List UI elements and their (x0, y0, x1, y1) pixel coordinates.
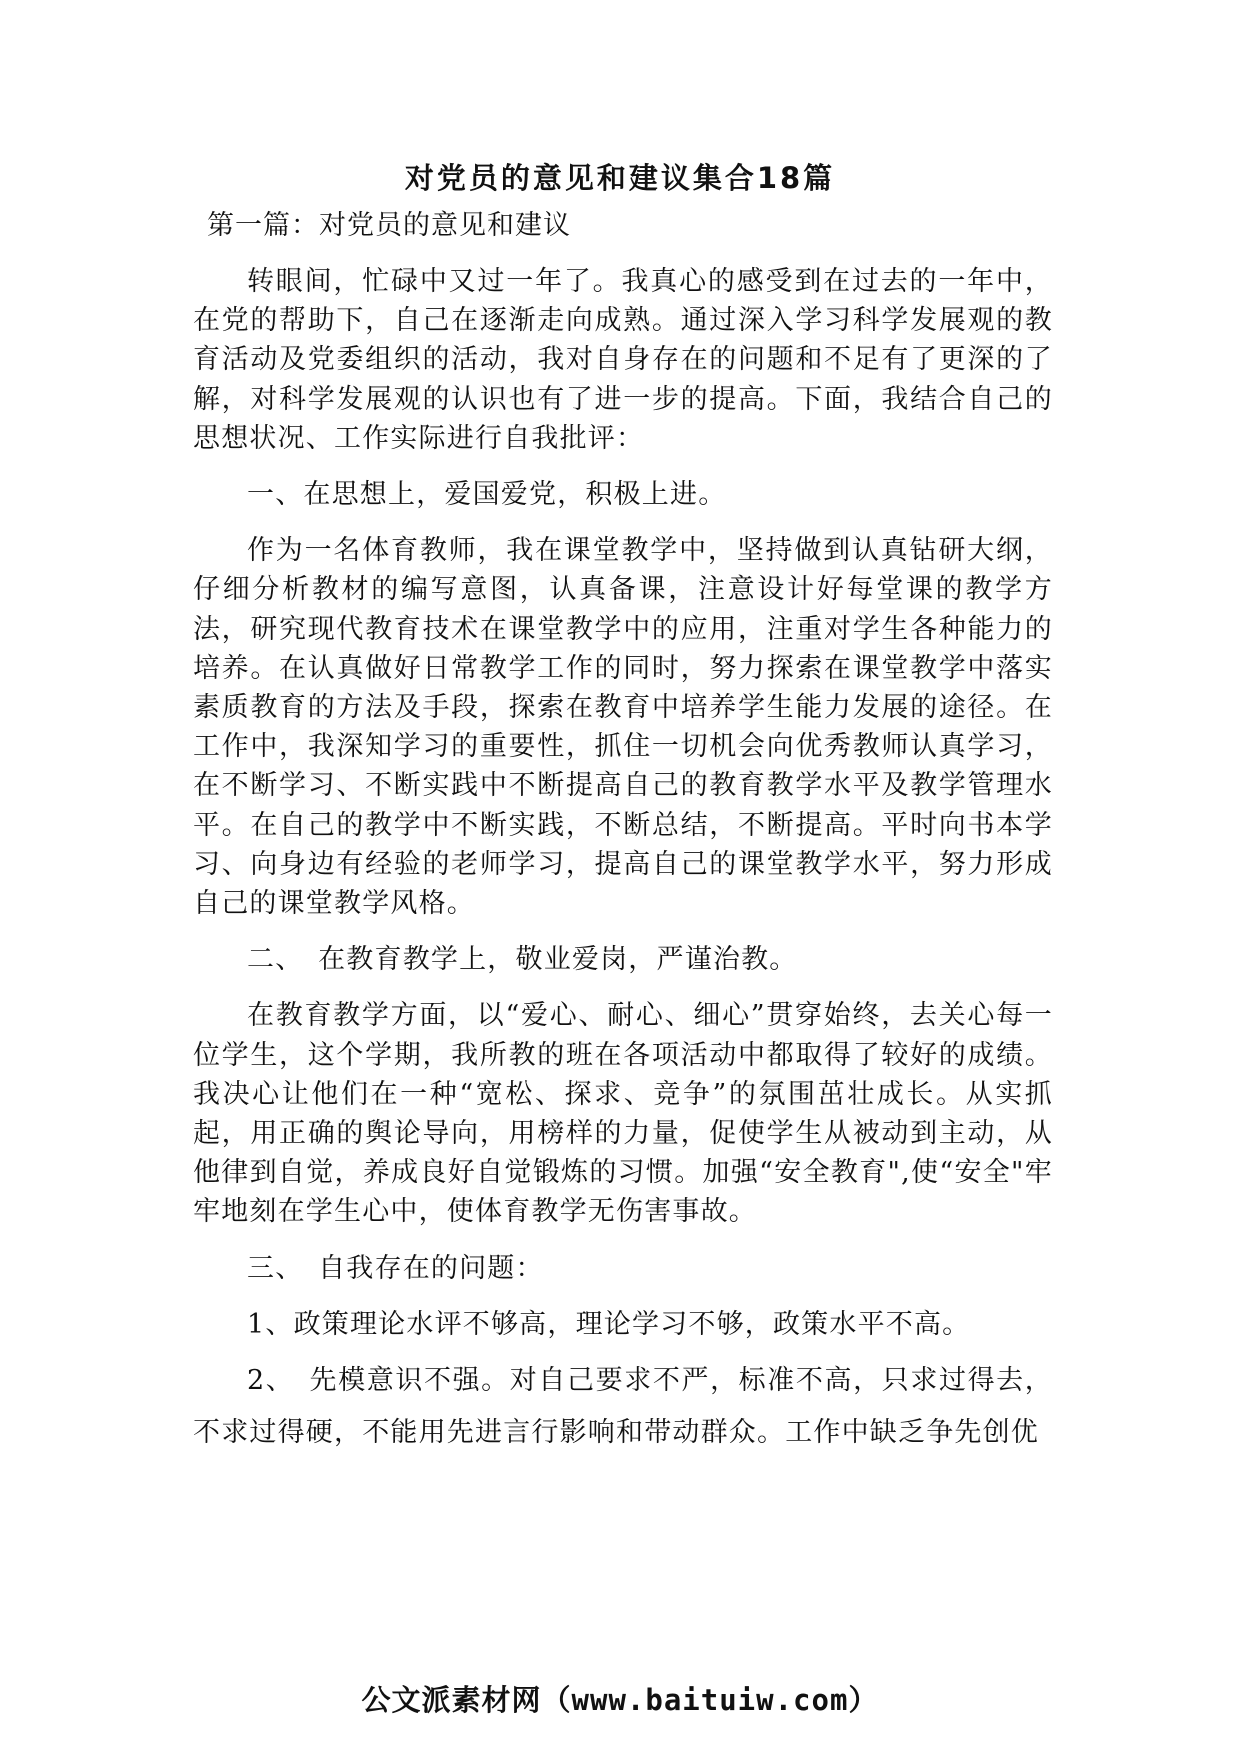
footer-site-name: 公文派素材网 (361, 1683, 542, 1717)
document-body (193, 262, 1053, 1476)
footer-url[interactable]: （www.baituiw.com） (541, 1683, 879, 1717)
paragraph-heading-2: 二、 在教育教学上，敬业爱岗，严谨治教。 (247, 944, 798, 976)
paragraph-issue-1: 1、政策理论水评不够高，理论学习不够，政策水平不高。 (247, 1308, 971, 1340)
section-heading: 第一篇：对党员的意见和建议 (207, 210, 571, 241)
footer-source (0, 1680, 1240, 1720)
paragraph-education: 在教育教学方面，以“爱心、耐心、细心”贯穿始终，去关心每一位学生，这个学期，我所教的班在各项活动中都取得了较好的成绩。我决心让他们在一种“宽松、探求、竞争”的氛围茁壮成长。从实抓起，用正确的舆论导向，用榜样的力量，促使学生从被动到主动，从他律到自觉，养成良好自觉锻炼的习惯。加强“安全教育",使“安全"牢牢地刻在学生心中，使体育教学无伤害事故。 (193, 1000, 1053, 1228)
paragraph-teaching: 作为一名体育教师，我在课堂教学中，坚持做到认真钻研大纲，仔细分析教材的编写意图，认真备课，注意设计好每堂课的教学方法，研究现代教育技术在课堂教学中的应用，注重对学生各种能力的培养。在认真做好日常教学工作的同时，努力探索在课堂教学中落实素质教育的方法及手段，探索在教育中培养学生能力发展的途径。在工作中，我深知学习的重要性，抓住一切机会向优秀教师认真学习，在不断学习、不断实践中不断提高自己的教育教学水平及教学管理水平。在自己的教学中不断实践，不断总结，不断提高。平时向书本学习、向身边有经验的老师学习，提高自己的课堂教学水平，努力形成自己的课堂教学风格。 (193, 535, 1053, 920)
document-title: 对党员的意见和建议集合18篇 (404, 161, 836, 195)
paragraph-issue-2: 2、 先模意识不强。对自己要求不严，标准不高，只求过得去，不求过得硬，不能用先进言行影响和带动群众。工作中缺乏争先创优 (193, 1365, 1053, 1449)
paragraph-intro: 转眼间，忙碌中又过一年了。我真心的感受到在过去的一年中，在党的帮助下，自己在逐渐走向成熟。通过深入学习科学发展观的教育活动及党委组织的活动，我对自身存在的问题和不足有了更深的了解，对科学发展观的认识也有了进一步的提高。下面，我结合自己的思想状况、工作实际进行自我批评： (193, 266, 1053, 454)
paragraph-heading-3: 三、 自我存在的问题： (247, 1252, 544, 1284)
paragraph-heading-1: 一、在思想上，爱国爱党，积极上进。 (247, 479, 727, 511)
